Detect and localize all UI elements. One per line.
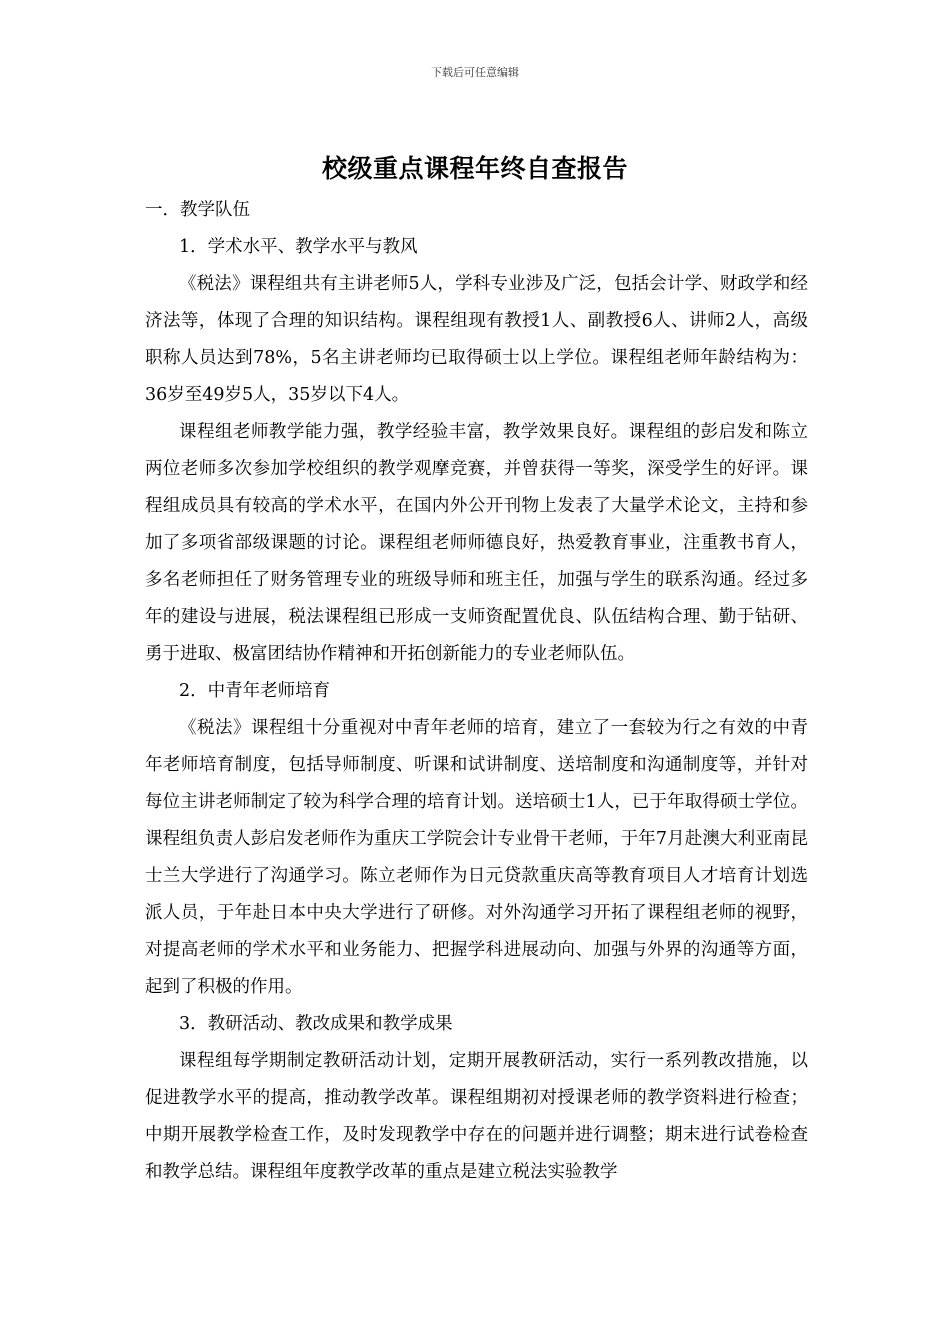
document-body bbox=[145, 192, 808, 1191]
subsection-heading-young-teacher-training: 2．中青年老师培育 bbox=[179, 681, 331, 701]
paragraph-training-system: 《税法》课程组十分重视对中青年老师的培育，建立了一套较为行之有效的中青年老师培育制度，包括导师制度、听课和试讲制度、送培制度和沟通制度等，并针对每位主讲老师制定了较为科学合理的培育计划。送培硕士1人，已于年取得硕士学位。课程组负责人彭启发老师作为重庆工学院会计专业骨干老师，于年7月赴澳大利亚南昆士兰大学进行了沟通学习。陈立老师作为日元贷款重庆高等教育项目人才培育计划选派人员，于年赴日本中央大学进行了研修。对外沟通学习开拓了课程组老师的视野，对提高老师的学术水平和业务能力、把握学科进展动向、加强与外界的沟通等方面，起到了积极的作用。 bbox=[145, 718, 808, 997]
page-header-note: 下载后可任意编辑 bbox=[431, 66, 519, 79]
paragraph-teaching-ability: 课程组老师教学能力强，教学经验丰富，教学效果良好。课程组的彭启发和陈立两位老师多次参加学校组织的教学观摩竞赛，并曾获得一等奖，深受学生的好评。课程组成员具有较高的学术水平，在国内外公开刊物上发表了大量学术论文，主持和参加了多项省部级课题的讨论。课程组老师师德良好，热爱教育事业，注重教书育人，多名老师担任了财务管理专业的班级导师和班主任，加强与学生的联系沟通。经过多年的建设与进展，税法课程组已形成一支师资配置优良、队伍结构合理、勤于钻研、勇于进取、极富团结协作精神和开拓创新能力的专业老师队伍。 bbox=[145, 422, 808, 664]
section-heading-teaching-team: 一．教学队伍 bbox=[145, 200, 250, 220]
subsection-heading-teaching-research: 3．教研活动、教改成果和教学成果 bbox=[179, 1014, 453, 1034]
paragraph-course-group-composition: 《税法》课程组共有主讲老师5人，学科专业涉及广泛，包括会计学、财政学和经济法等，体现了合理的知识结构。课程组现有教授1人、副教授6人、讲师2人，高级职称人员达到78%，5名主讲老师均已取得硕士以上学位。课程组老师年龄结构为：36岁至49岁5人，35岁以下4人。 bbox=[145, 274, 808, 405]
document-title: 校级重点课程年终自查报告 bbox=[321, 154, 628, 183]
paragraph-teaching-research-activities: 课程组每学期制定教研活动计划，定期开展教研活动，实行一系列教改措施，以促进教学水平的提高，推动教学改革。课程组期初对授课老师的教学资料进行检查；中期开展教学检查工作，及时发现教学中存在的问题并进行调整；期末进行试卷检查和教学总结。课程组年度教学改革的重点是建立税法实验教学 bbox=[145, 1051, 808, 1182]
subsection-heading-academic-level: 1．学术水平、教学水平与教风 bbox=[179, 237, 418, 257]
